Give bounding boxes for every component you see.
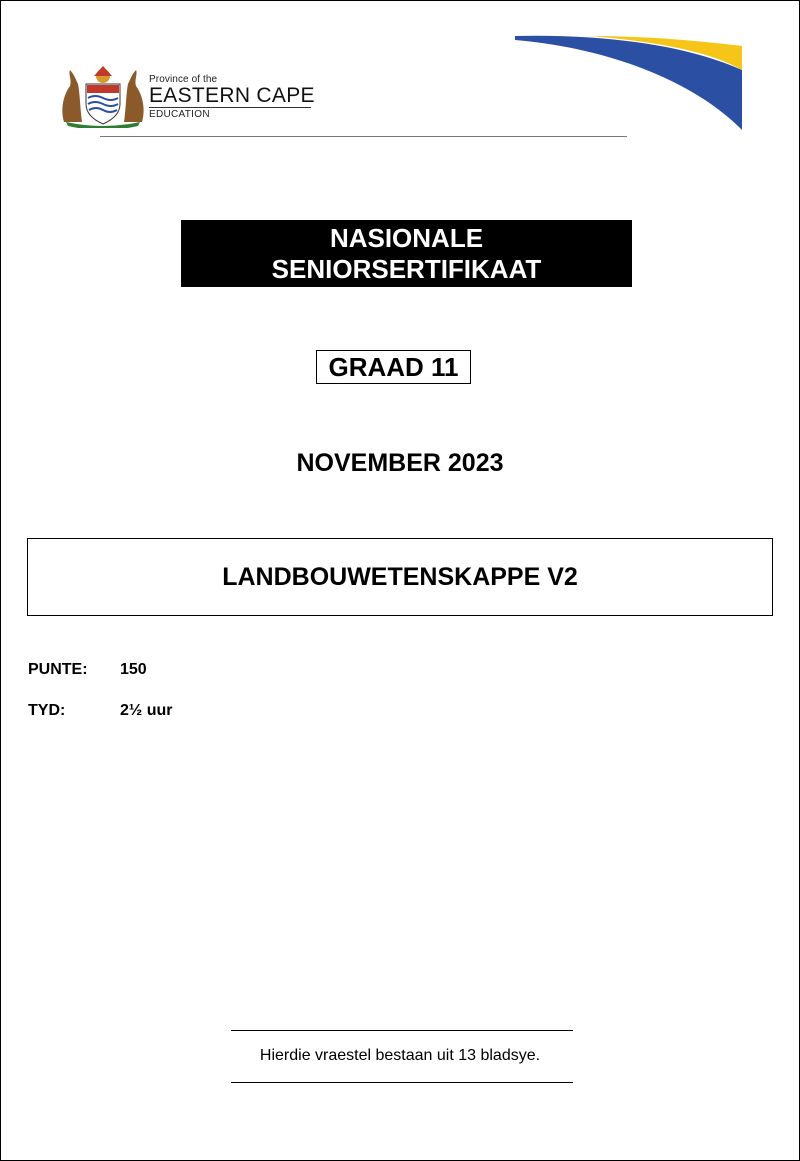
brand-swoosh-icon xyxy=(510,30,745,132)
province-wordmark xyxy=(149,74,329,121)
marks-row xyxy=(28,660,147,680)
page-count-note: Hierdie vraestel bestaan uit 13 bladsye. xyxy=(259,1047,541,1064)
marks-label: PUNTE: xyxy=(28,661,88,678)
coat-of-arms-icon xyxy=(58,64,148,128)
province-name: EASTERN CAPE xyxy=(149,84,315,107)
footer-divider-bottom xyxy=(231,1082,573,1083)
footer-divider-top xyxy=(231,1030,573,1031)
title-line-2: SENIORSERTIFIKAAT xyxy=(271,254,542,284)
certificate-title xyxy=(181,220,632,287)
time-row xyxy=(28,701,172,721)
subject-title: LANDBOUWETENSKAPPE V2 xyxy=(27,538,773,616)
grade-label: GRAAD 11 xyxy=(316,350,471,384)
province-of-text: Province of the xyxy=(149,74,218,85)
exam-date: NOVEMBER 2023 xyxy=(296,449,504,477)
marks-value: 150 xyxy=(120,661,147,678)
title-line-1: NASIONALE xyxy=(329,223,484,253)
time-value: 2½ uur xyxy=(120,702,173,719)
header-divider xyxy=(100,136,627,137)
department-name: EDUCATION xyxy=(149,107,311,121)
time-label: TYD: xyxy=(28,702,66,719)
